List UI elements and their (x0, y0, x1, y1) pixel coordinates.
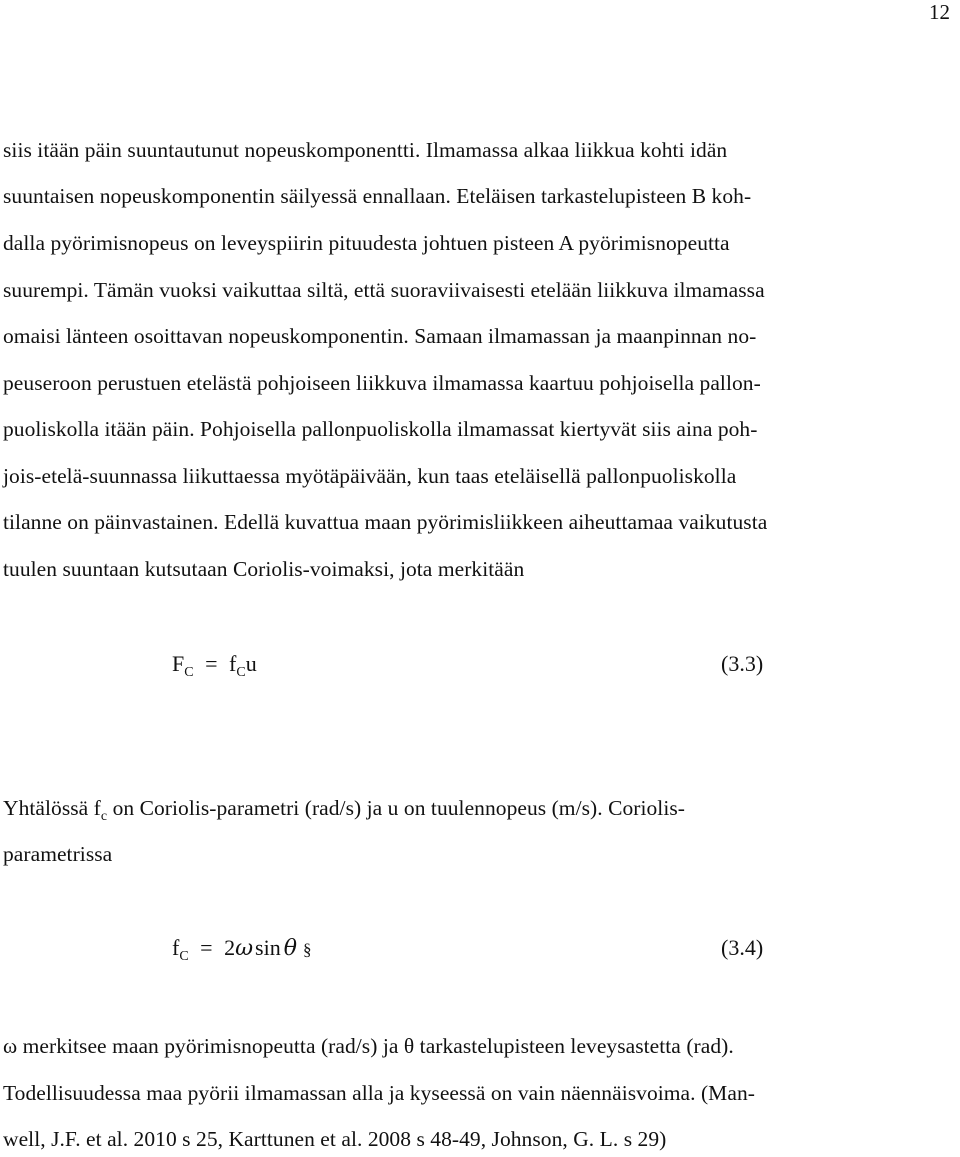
text-line: peuseroon perustuen etelästä pohjoiseen liikkuva ilmamassa kaartuu pohjoisella pallon- (3, 371, 761, 395)
text-line: ω merkitsee maan pyörimisnopeutta (rad/s) ja θ tarkastelupisteen leveysastetta (rad). (3, 1034, 734, 1058)
text-line: well, J.F. et al. 2010 s 25, Karttunen et al. 2008 s 48-49, Johnson, G. L. s 29) (3, 1127, 667, 1151)
equation-number: (3.3) (721, 651, 764, 676)
text-span: on Coriolis-parametri (rad/s) ja u on tuulennopeus (m/s). Coriolis- (107, 796, 685, 820)
equals-sign: = (200, 935, 213, 960)
text-line: suuntaisen nopeuskomponentin säilyessä ennallaan. Eteläisen tarkastelupisteen B koh- (3, 184, 752, 208)
equation-body (172, 935, 312, 964)
text-line: parametrissa (3, 842, 113, 866)
text-line: suurempi. Tämän vuoksi vaikuttaa siltä, että suoraviivaisesti etelään liikkuva ilmamassa (3, 278, 765, 302)
force-symbol: F (172, 651, 185, 676)
coriolis-parameter-symbol: f (172, 935, 180, 960)
omega-symbol: ω (235, 936, 254, 961)
subscript: C (184, 665, 194, 680)
text-line: siis itään päin suuntautunut nopeuskomponentti. Ilmamassa alkaa liikkua kohti idän (3, 138, 728, 162)
sin-function: sin (255, 935, 281, 960)
equals-sign: = (205, 651, 218, 676)
section-symbol: § (302, 940, 312, 959)
subscript: C (236, 665, 246, 680)
text-line: omaisi länteen osoittavan nopeuskomponentin. Samaan ilmamassan ja maanpinnan no- (3, 324, 757, 348)
text-line: Todellisuudessa maa pyörii ilmamassan alla ja kyseessä on vain näennäisvoima. (Man- (3, 1081, 755, 1105)
text-line: tuulen suuntaan kutsutaan Coriolis-voimaksi, jota merkitään (3, 557, 525, 581)
theta-symbol: θ (283, 936, 297, 961)
text-line: puoliskolla itään päin. Pohjoisella pallonpuoliskolla ilmamassat kiertyvät siis aina poh- (3, 417, 758, 441)
text-line: tilanne on päinvastainen. Edellä kuvattua maan pyörimisliikkeen aiheuttamaa vaikutusta (3, 510, 768, 534)
coriolis-parameter-symbol: f (229, 651, 237, 676)
subscript: c (100, 809, 108, 824)
page-number: 12 (929, 0, 950, 24)
subscript: C (179, 949, 189, 964)
text-line: jois-etelä-suunnassa liikuttaessa myötäpäivään, kun taas eteläisellä pallonpuoliskolla (3, 464, 737, 488)
text-span: Yhtälössä f (3, 796, 101, 820)
equation-body (172, 651, 257, 680)
wind-speed-symbol: u (245, 651, 257, 676)
text-line: dalla pyörimisnopeus on leveyspiirin pituudesta johtuen pisteen A pyörimisnopeutta (3, 231, 730, 255)
equation-number: (3.4) (721, 935, 764, 960)
text-line (3, 796, 685, 824)
coefficient: 2 (224, 935, 236, 960)
